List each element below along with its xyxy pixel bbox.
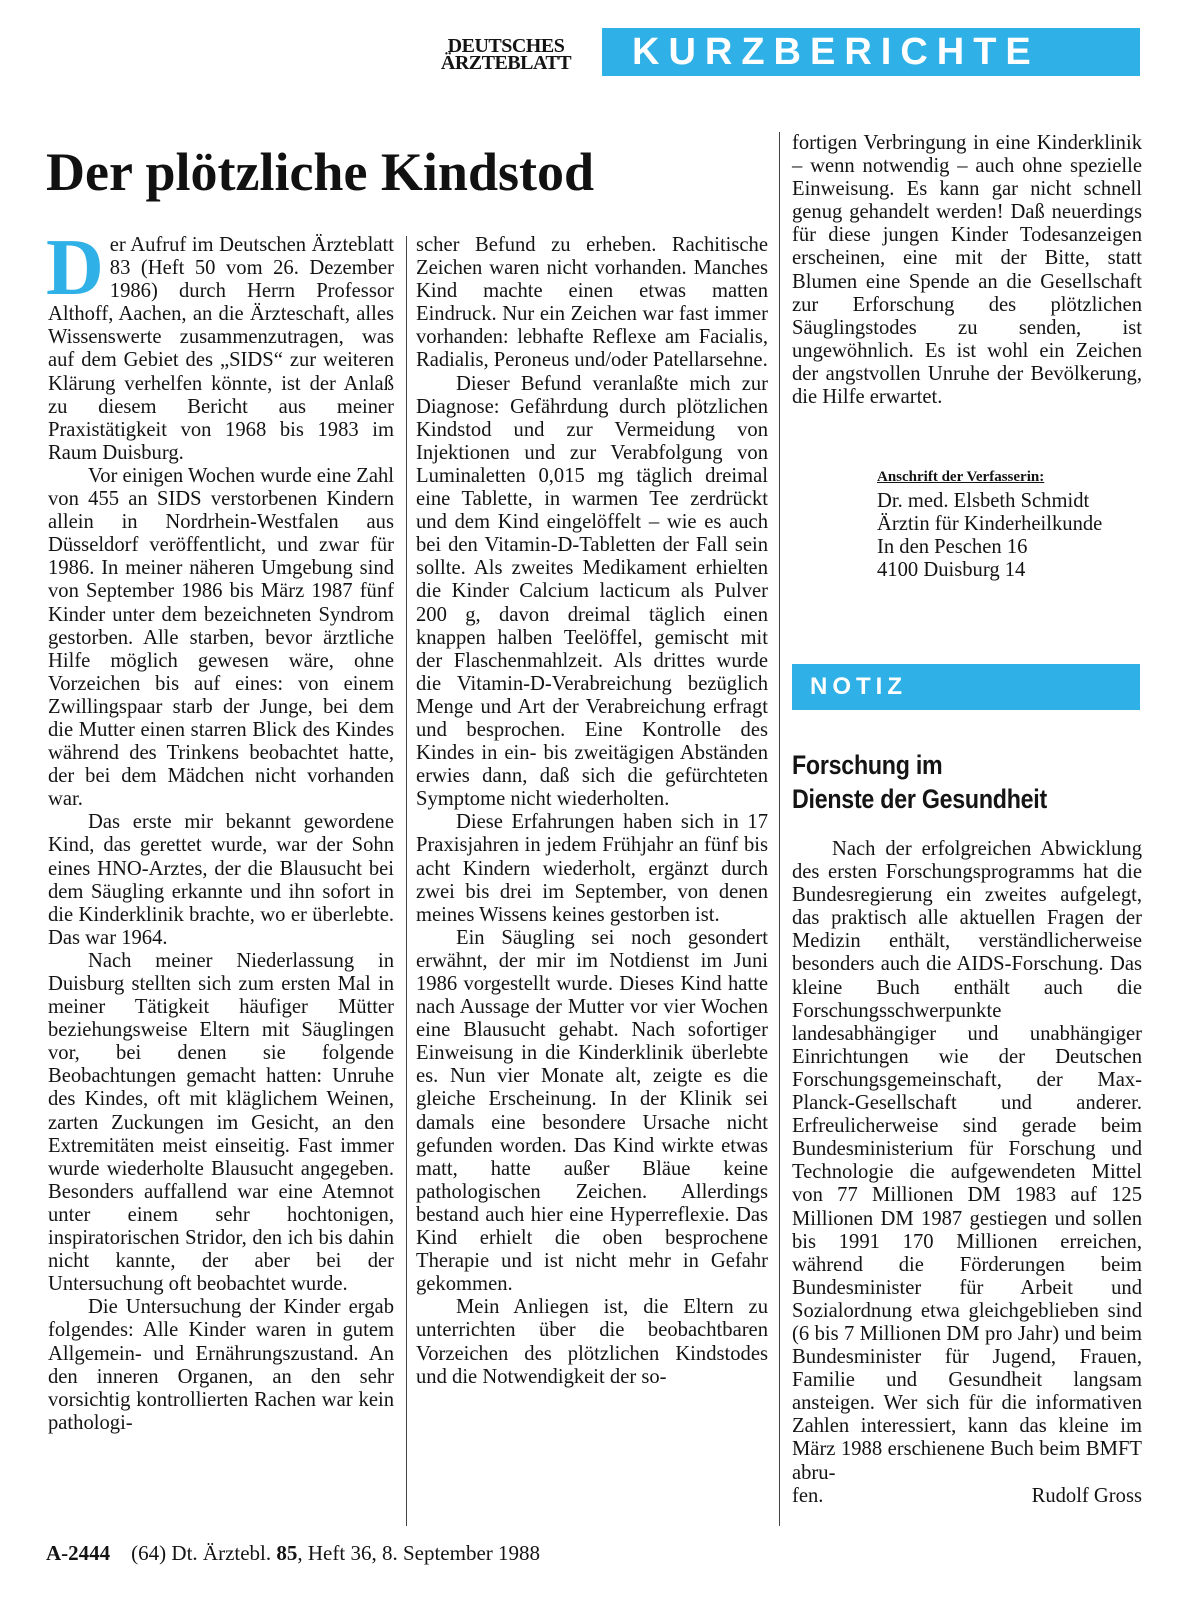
notiz-banner <box>792 664 1140 710</box>
address-line-4: 4100 Duisburg 14 <box>877 559 1026 582</box>
article-paragraph-6: Dieser Befund veranlaßte mich zur Diagnose: Gefährdung durch plötzlichen Kindstod und zur Vermeidung von Injektionen und zur Verabfolgung von Luminaletten 0,015 mg täglich dreimal eine Tablette, in warmen Tee zerdrückt und dem Kind eingelöffelt – wie es auch bei den Vitamin-D-Tabletten der Fall sein sollte. Als zweites Medikament erhielten die Kinder Calcium lacticum als Pulver 200 g, davon dreimal täglich einen knappen halben Teelöffel, gemischt mit der Flaschenmahlzeit. Als drittes wurde die Vitamin-D-Verabreichung bezüglich Menge und Art der Verabreichung erfragt und besprochen. Eine Kontrolle des Kindes in ein- bis zweitägigen Abständen erwies dann, daß sich die gefürchteten Symptome nicht wiederholten. <box>416 372 768 811</box>
article-paragraph-1: Der Aufruf im Deutschen Ärzteblatt 83 (Heft 50 vom 26. Dezember 1986) durch Herrn Professor Althoff, Aachen, an die Ärzteschaft, alles Wissenswerte zusammenzutragen, was auf dem Gebiet des „SIDS“ zur weiteren Klärung verhelfen könnte, ist der Anlaß zu diesem Bericht aus meiner Praxistätigkeit von 1968 bis 1983 im Raum Duisburg. <box>46 224 394 464</box>
article-paragraph-9-continued: fortigen Verbringung in eine Kinderklinik – wenn notwendig – auch ohne spezielle Einweisung. Es kann gar nicht schnell genug gehandelt werden! Daß neuerdings für diese jungen Kinder Todesanzeigen erscheinen, eine mit der Bitte, statt Blumen eine Spende an die Gesellschaft zur Erforschung des plötzlichen Säuglingstodes zu senden, ist ungewöhnlich. Es ist wohl ein Zeichen der angstvollen Unruhe der Bevölkerung, die Hilfe erwartet. <box>792 132 1142 409</box>
notiz-title <box>792 748 1047 816</box>
article-paragraph-4: Nach meiner Niederlassung in Duisburg stellten sich zum ersten Mal in meiner Tätigkeit häufiger Mütter beziehungsweise Eltern mit Säuglingen vor, bei denen sie folgende Beobachtungen gemacht hatten: Unruhe des Kindes, oft mit kläglichem Weinen, zarten Zuckungen im Gesicht, an den Extremitäten meist einseitig. Fast immer wurde wiederholte Blausucht angegeben. Besonders auffallend war eine Atemnot unter einem sehr hochtonigen, inspiratorischen Stridor, den ich bis dahin nicht kannte, der aber bei der Untersuchung oft beobachtet wurde. <box>48 949 394 1296</box>
section-label: KURZBERICHTE <box>632 31 1040 73</box>
section-banner <box>602 28 1140 76</box>
masthead-line-2: ÄRZTEBLATT <box>440 52 572 74</box>
address-line-2: Ärztin für Kinderheilkunde <box>877 513 1103 536</box>
drop-cap: D <box>46 224 104 312</box>
article-paragraph-5: Die Untersuchung der Kinder ergab folgendes: Alle Kinder waren in gutem Allgemein- und Ernährungszustand. An den inneren Organen, an den sehr vorsichtig kontrollierten Rachen war kein pathologi- <box>48 1296 394 1434</box>
article-column-3 <box>792 132 1142 409</box>
article-paragraph-8: Ein Säugling sei noch gesondert erwähnt, der mir im Notdienst im Juni 1986 vorgestellt wurde. Dieses Kind hatte nach Aussage der Mutter vor vier Wochen eine Blausucht gehabt. Nach sofortiger Einweisung in die Kinderklinik überlebte es. Nun vier Monate alt, zeigte es die gleiche Erscheinung. In der Klinik sei damals eine besondere Ursache nicht gefunden worden. Das Kind wirkte etwas matt, hatte außer Bläue keine pathologischen Zeichen. Allerdings bestand auch hier eine Hyperreflexie. Das Kind erhielt die oben besprochene Therapie und ist nicht mehr in Gefahr gekommen. <box>416 926 768 1296</box>
address-label: Anschrift der Verfasserin: <box>877 469 1045 485</box>
author-address <box>877 466 1147 582</box>
notiz-end-word: fen. <box>792 1484 824 1507</box>
journal-volume: 85 <box>276 1541 298 1565</box>
article-paragraph-9: Mein Anliegen ist, die Eltern zu unterrichten über die beobachtbaren Vorzeichen des plötzlichen Kindstodes und die Notwendigkeit der so- <box>416 1296 768 1388</box>
article-column-1 <box>46 224 394 1435</box>
notiz-paragraph: Nach der erfolgreichen Abwicklung des ersten Forschungsprogramms hat die Bundesregierung ein zweites aufgelegt, das praktisch alle aktuellen Fragen der Medizin enthält, verständlicherweise besonders auch die AIDS-Forschung. Das kleine Buch enthält auch die Forschungsschwerpunkte landesabhängiger und unabhängiger Einrichtungen wie der Deutschen Forschungsgemeinschaft, der Max-Planck-Gesellschaft und anderer. Erfreulicherweise sind gerade beim Bundesministerium für Forschung und Technologie die aufgewendeten Mittel von 77 Millionen DM 1983 auf 125 Millionen DM 1987 gestiegen und sollen bis 1991 170 Millionen erreichen, während die Förderungen beim Bundesminister für Arbeit und Sozialordnung etwa gleichgeblieben sind (6 bis 7 Millionen DM pro Jahr) und beim Bundesminister für Jugend, Frauen, Familie und Gesundheit langsam ansteigen. Wer sich für die informativen Zahlen interessiert, kann das kleine im März 1988 erschienene Buch beim BMFT abru- <box>792 838 1142 1484</box>
notiz-author: Rudolf Gross <box>1031 1484 1142 1507</box>
article-column-2 <box>416 234 768 1389</box>
article-paragraph-3: Das erste mir bekannt gewordene Kind, das gerettet wurde, war der Sohn eines HNO-Arztes, der die Blausucht bei dem Säugling erkannte und ihn sofort in die Kinderklinik brachte, wo er überlebte. Das war 1964. <box>48 811 394 949</box>
address-line-3: In den Peschen 16 <box>877 536 1028 559</box>
issue-date: , Heft 36, 8. September 1988 <box>297 1541 541 1565</box>
column-divider-2 <box>779 132 780 1526</box>
masthead-logo <box>420 35 592 74</box>
page-number: A-2444 <box>46 1541 111 1565</box>
journal-citation: (64) Dt. Ärztebl. <box>131 1541 272 1565</box>
notiz-title-line-1: Forschung im <box>792 750 943 780</box>
article-paragraph-5-continued: scher Befund zu erheben. Rachitische Zeichen waren nicht vorhanden. Manches Kind machte einen etwas matten Eindruck. Nur ein Zeichen war fast immer vorhanden: lebhafte Reflexe am Facialis, Radialis, Peroneus und/oder Patellarsehne. <box>416 234 768 372</box>
column-divider-1 <box>406 236 407 1526</box>
notiz-label: NOTIZ <box>810 673 907 700</box>
article-paragraph-2: Vor einigen Wochen wurde eine Zahl von 455 an SIDS verstorbenen Kindern allein in Nordrhein-Westfalen aus Düsseldorf veröffentlicht, und zwar für 1986. In meiner näheren Umgebung sind von September 1986 bis März 1987 fünf Kinder unter dem bezeichneten Syndrom gestorben. Alle starben, bevor ärztliche Hilfe möglich gewesen wäre, ohne Vorzeichen bis auf eines: von einem Zwillingspaar starb der Junge, bei dem die Mutter einen starren Blick des Kindes während des Trinkens beobachtet hatte, der bei dem Mädchen nicht vorhanden war. <box>48 464 394 811</box>
masthead-line-1: DEUTSCHES <box>447 35 565 57</box>
notiz-title-line-2: Dienste der Gesundheit <box>792 784 1047 814</box>
article-title: Der plötzliche Kindstod <box>46 142 595 202</box>
article-paragraph-7: Diese Erfahrungen haben sich in 17 Praxisjahren in jedem Frühjahr an fünf bis acht Kindern wiederholt, ergänzt durch zwei bis drei im September, von denen meines Wissens keines gestorben ist. <box>416 811 768 926</box>
notiz-signature-line <box>792 1485 1142 1508</box>
notiz-body <box>792 838 1142 1508</box>
address-line-1: Dr. med. Elsbeth Schmidt <box>877 490 1090 512</box>
page-footer <box>46 1540 540 1566</box>
